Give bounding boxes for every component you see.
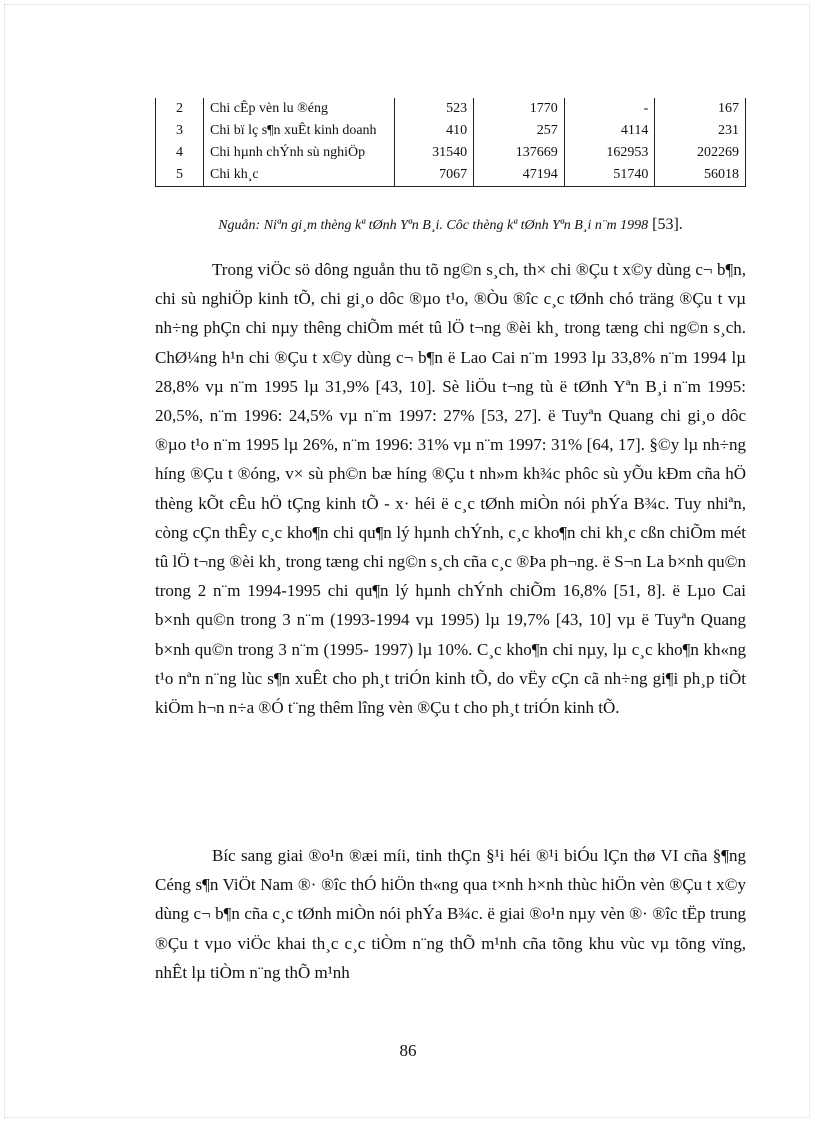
row-number: 3: [156, 120, 204, 142]
cell-value: 56018: [655, 164, 746, 187]
table-source-note: [155, 216, 746, 234]
row-label: Chi bï lç s¶n xuÊt kinh doanh: [204, 120, 395, 142]
source-note-reference: [53].: [648, 216, 683, 233]
row-number: 2: [156, 98, 204, 120]
cell-value: 523: [395, 98, 474, 120]
expenditure-table: [155, 98, 746, 187]
cell-value: 4114: [564, 120, 655, 142]
row-number: 5: [156, 164, 204, 187]
cell-value: 162953: [564, 142, 655, 164]
source-note-text: Nguån: Niªn gi¸m thèng kª tØnh Yªn B¸i. Côc thèng kª tØnh Yªn B¸i n¨m 1998: [218, 218, 649, 233]
row-label: Chi cÊp vèn lu ®éng: [204, 98, 395, 120]
cell-value: -: [564, 98, 655, 120]
cell-value: 167: [655, 98, 746, 120]
row-label: Chi kh¸c: [204, 164, 395, 187]
page-number: 86: [399, 1041, 417, 1060]
cell-value: 7067: [395, 164, 474, 187]
row-number: 4: [156, 142, 204, 164]
cell-value: 47194: [474, 164, 565, 187]
cell-value: 202269: [655, 142, 746, 164]
cell-value: 51740: [564, 164, 655, 187]
cell-value: 1770: [474, 98, 565, 120]
cell-value: 257: [474, 120, 565, 142]
table-row: [156, 164, 746, 187]
table-row: [156, 142, 746, 164]
row-label: Chi hµnh chÝnh sù nghiÖp: [204, 142, 395, 164]
table-row: [156, 98, 746, 120]
cell-value: 31540: [395, 142, 474, 164]
body-paragraph: Trong viÖc sö dông nguån thu tõ ng©n s¸ch, th× chi ®Çu t x©y dùng c¬ b¶n, chi sù nghiÖp kinh tÕ, chi gi¸o dôc ®µo t¹o, ®Òu ®îc c¸c tØnh chó träng ®Çu t vµ nh÷ng phÇn chi nµy thêng chiÕm mét tû lÖ t¬ng ®èi kh¸ trong tæng chi ng©n s¸ch. ChØ¼ng h¹n chi ®Çu t x©y dùng c¬ b¶n ë Lao Cai n¨m 1993 lµ 33,8% n¨m 1994 lµ 28,8% vµ n¨m 1995 lµ 31,9% [43, 10]. Sè liÖu t¬ng tù ë tØnh Yªn B¸i n¨m 1995: 20,5%, n¨m 1996: 24,5% vµ n¨m 1997: 27% [53, 27]. ë Tuyªn Quang chi gi¸o dôc ®µo t¹o n¨m 1995 lµ 26%, n¨m 1996: 31% vµ n¨m 1997: 31% [64, 17]. §©y lµ nh÷ng híng ®Çu t ®óng, v× sù ph©n bæ híng ®Çu t nh»m kh¾c phôc sù yÕu kÐm cña hÖ thèng kÕt cÊu hÖ tÇng kinh tÕ - x· héi ë c¸c tØnh miÒn nói phÝa B¾c. Tuy nhiªn, còng cÇn thÊy c¸c kho¶n chi qu¶n lý hµnh chÝnh, c¸c kho¶n chi kh¸c cßn chiÕm mét tû lÖ t¬ng ®èi kh¸ trong tæng chi ng©n s¸ch cña c¸c ®Þa ph¬ng. ë S¬n La b×nh qu©n trong 2 n¨m 1994-1995 chi qu¶n lý hµnh chÝnh chiÕm 16,8% [51, 8]. ë Lµo Cai b×nh qu©n trong 3 n¨m (1993-1994 vµ 1995) lµ 19,7% [43, 10] vµ ë Tuyªn Quang b×nh qu©n trong 3 n¨m (1995- 1997) lµ 10%. C¸c kho¶n chi nµy, lµ c¸c kho¶n kh«ng t¹o nªn n¨ng lùc s¶n xuÊt cho ph¸t triÓn kinh tÕ, do vËy cÇn cã nh÷ng gi¶i ph¸p tiÕt kiÖm h¬n n÷a ®Ó t¨ng thêm lîng vèn ®Çu t cho ph¸t triÓn kinh tÕ.: [155, 260, 746, 718]
cell-value: 231: [655, 120, 746, 142]
body-paragraph: Bíc sang giai ®o¹n ®æi míi, tinh thÇn §¹i héi ®¹i biÓu lÇn thø VI cña §¶ng Céng s¶n ViÖt Nam ®· ®îc thÓ hiÖn th«ng qua t×nh h×nh thùc hiÖn vèn ®Çu t x©y dùng c¬ b¶n cña c¸c tØnh miÒn nói phÝa B¾c. ë giai ®o¹n nµy vèn ®· ®îc tËp trung ®Çu t vµo viÖc khai th¸c c¸c tiÒm n¨ng thÕ m¹nh cña tõng khu vùc vµ tõng vïng, nhÊt lµ tiÒm n¨ng thÕ m¹nh: [155, 846, 746, 982]
cell-value: 137669: [474, 142, 565, 164]
table-row: [156, 120, 746, 142]
cell-value: 410: [395, 120, 474, 142]
